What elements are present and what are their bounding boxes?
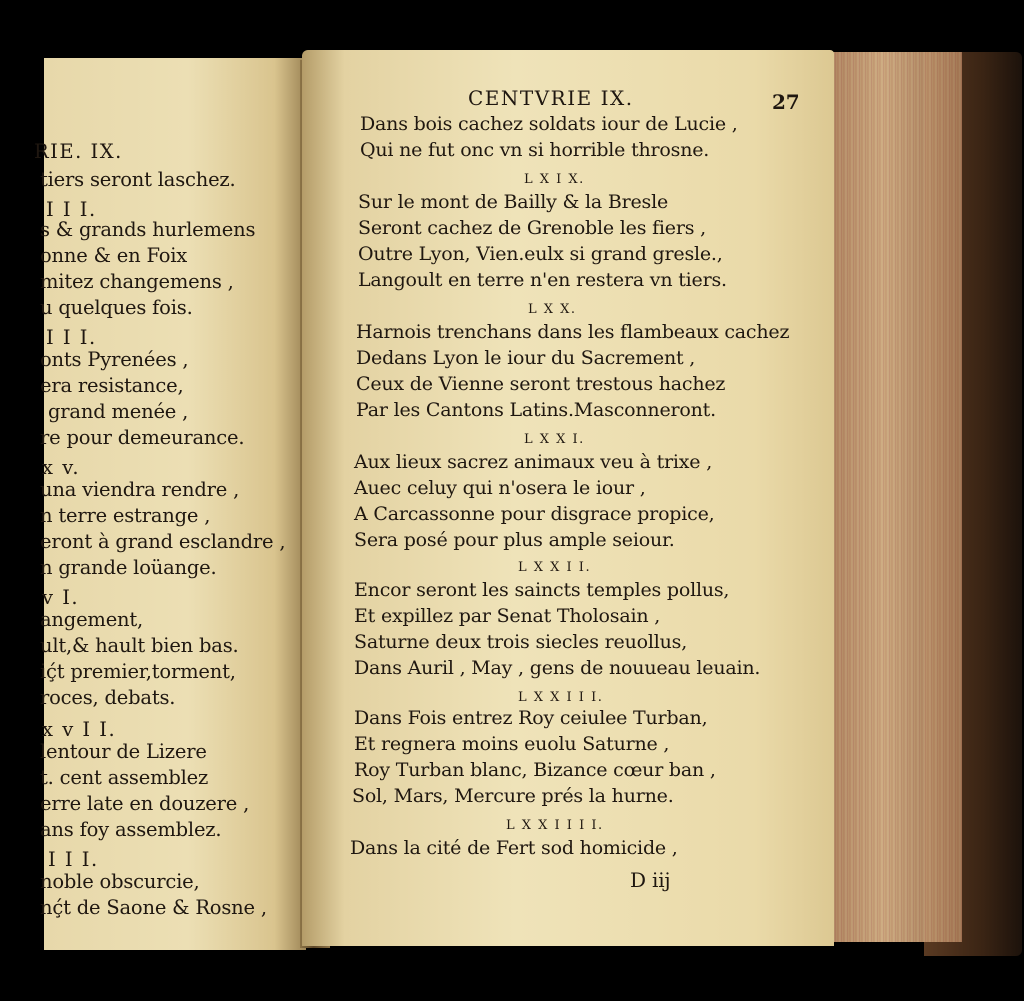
verse-line: Et regnera moins euolu Saturne , bbox=[354, 733, 670, 755]
verse-line: Roy Turban blanc, Bizance cœur ban , bbox=[354, 759, 716, 781]
left-line: grand menée , bbox=[48, 400, 189, 423]
left-line: tiers seront laschez. bbox=[40, 168, 236, 191]
page-number: 27 bbox=[772, 90, 800, 114]
signature-mark: D iij bbox=[630, 868, 671, 892]
left-numeral: v I. bbox=[42, 586, 80, 609]
verse-line: A Carcassonne pour disgrace propice, bbox=[354, 503, 715, 525]
left-line: roces, debats. bbox=[40, 686, 176, 709]
verse-line: Qui ne fut onc vn si horrible throsne. bbox=[360, 139, 710, 161]
left-line: re pour demeurance. bbox=[40, 426, 245, 449]
verse-line: Dans Auril , May , gens de nouueau leuain. bbox=[354, 657, 761, 679]
page-edges-red bbox=[830, 52, 962, 942]
left-line: nḉt de Saone & Rosne , bbox=[40, 896, 267, 919]
left-line: n terre estrange , bbox=[40, 504, 211, 527]
right-page bbox=[302, 50, 834, 946]
verse-line: Sera posé pour plus ample seiour. bbox=[354, 529, 675, 551]
verse-line: Dans bois cachez soldats iour de Lucie , bbox=[360, 113, 738, 135]
left-line: n grande loüange. bbox=[40, 556, 217, 579]
left-line: u quelques fois. bbox=[40, 296, 193, 319]
verse-line: Aux lieux sacrez animaux veu à trixe , bbox=[354, 451, 713, 473]
quatrain-number: L X I X. bbox=[524, 172, 585, 187]
left-line: mitez changemens , bbox=[40, 270, 234, 293]
verse-line: Dans Fois entrez Roy ceiulee Turban, bbox=[354, 707, 708, 729]
left-line: era resistance, bbox=[40, 374, 184, 397]
quatrain-number: L X X I I I. bbox=[518, 690, 604, 705]
left-line: onts Pyrenées , bbox=[40, 348, 189, 371]
right-page-header: CENTVRIE IX. bbox=[468, 86, 634, 110]
left-numeral: x v. bbox=[42, 456, 81, 479]
verse-line: Ceux de Vienne seront trestous hachez bbox=[356, 373, 726, 395]
left-line: eront à grand esclandre , bbox=[40, 530, 286, 553]
verse-line: Sol, Mars, Mercure prés la hurne. bbox=[352, 785, 674, 807]
left-line: lentour de Lizere bbox=[40, 740, 207, 763]
left-numeral: x v I I. bbox=[42, 718, 117, 741]
left-line: angement, bbox=[40, 608, 144, 631]
verse-line: Harnois trenchans dans les flambeaux cachez bbox=[356, 321, 790, 343]
left-numeral: I I I. bbox=[46, 326, 97, 349]
verse-line: Seront cachez de Grenoble les fiers , bbox=[358, 217, 706, 239]
left-page bbox=[34, 58, 306, 950]
left-line: onne & en Foix bbox=[40, 244, 188, 267]
left-line: una viendra rendre , bbox=[40, 478, 240, 501]
quatrain-number: L X X I I I I. bbox=[506, 818, 604, 833]
left-line: noble obscurcie, bbox=[40, 870, 200, 893]
verse-line: Sur le mont de Bailly & la Bresle bbox=[358, 191, 668, 213]
verse-line: Encor seront les saincts temples pollus, bbox=[354, 579, 730, 601]
quatrain-number: L X X I. bbox=[524, 432, 585, 447]
left-line: s & grands hurlemens bbox=[40, 218, 256, 241]
left-line: ult,& hault bien bas. bbox=[40, 634, 239, 657]
verse-line: Et expillez par Senat Tholosain , bbox=[354, 605, 661, 627]
left-line: erre late en douzere , bbox=[40, 792, 250, 815]
open-book bbox=[34, 46, 978, 956]
left-line: ans foy assemblez. bbox=[40, 818, 222, 841]
verse-line: Outre Lyon, Vien.eulx si grand gresle., bbox=[358, 243, 723, 265]
verse-line: Par les Cantons Latins.Masconneront. bbox=[356, 399, 716, 421]
verse-line: Saturne deux trois siecles reuollus, bbox=[354, 631, 688, 653]
left-line: t. cent assemblez bbox=[40, 766, 209, 789]
left-page-header: RIE. IX. bbox=[34, 140, 123, 163]
left-line: iḉt premier,torment, bbox=[40, 660, 236, 683]
verse-line: Auec celuy qui n'osera le iour , bbox=[354, 477, 646, 499]
left-numeral: I I I. bbox=[48, 848, 99, 871]
verse-line: Langoult en terre n'en restera vn tiers. bbox=[358, 269, 727, 291]
quatrain-number: L X X. bbox=[528, 302, 577, 317]
quatrain-number: L X X I I. bbox=[518, 560, 592, 575]
left-numeral: I I I. bbox=[46, 198, 97, 221]
verse-line: Dedans Lyon le iour du Sacrement , bbox=[356, 347, 696, 369]
verse-line: Dans la cité de Fert sod homicide , bbox=[350, 837, 678, 859]
